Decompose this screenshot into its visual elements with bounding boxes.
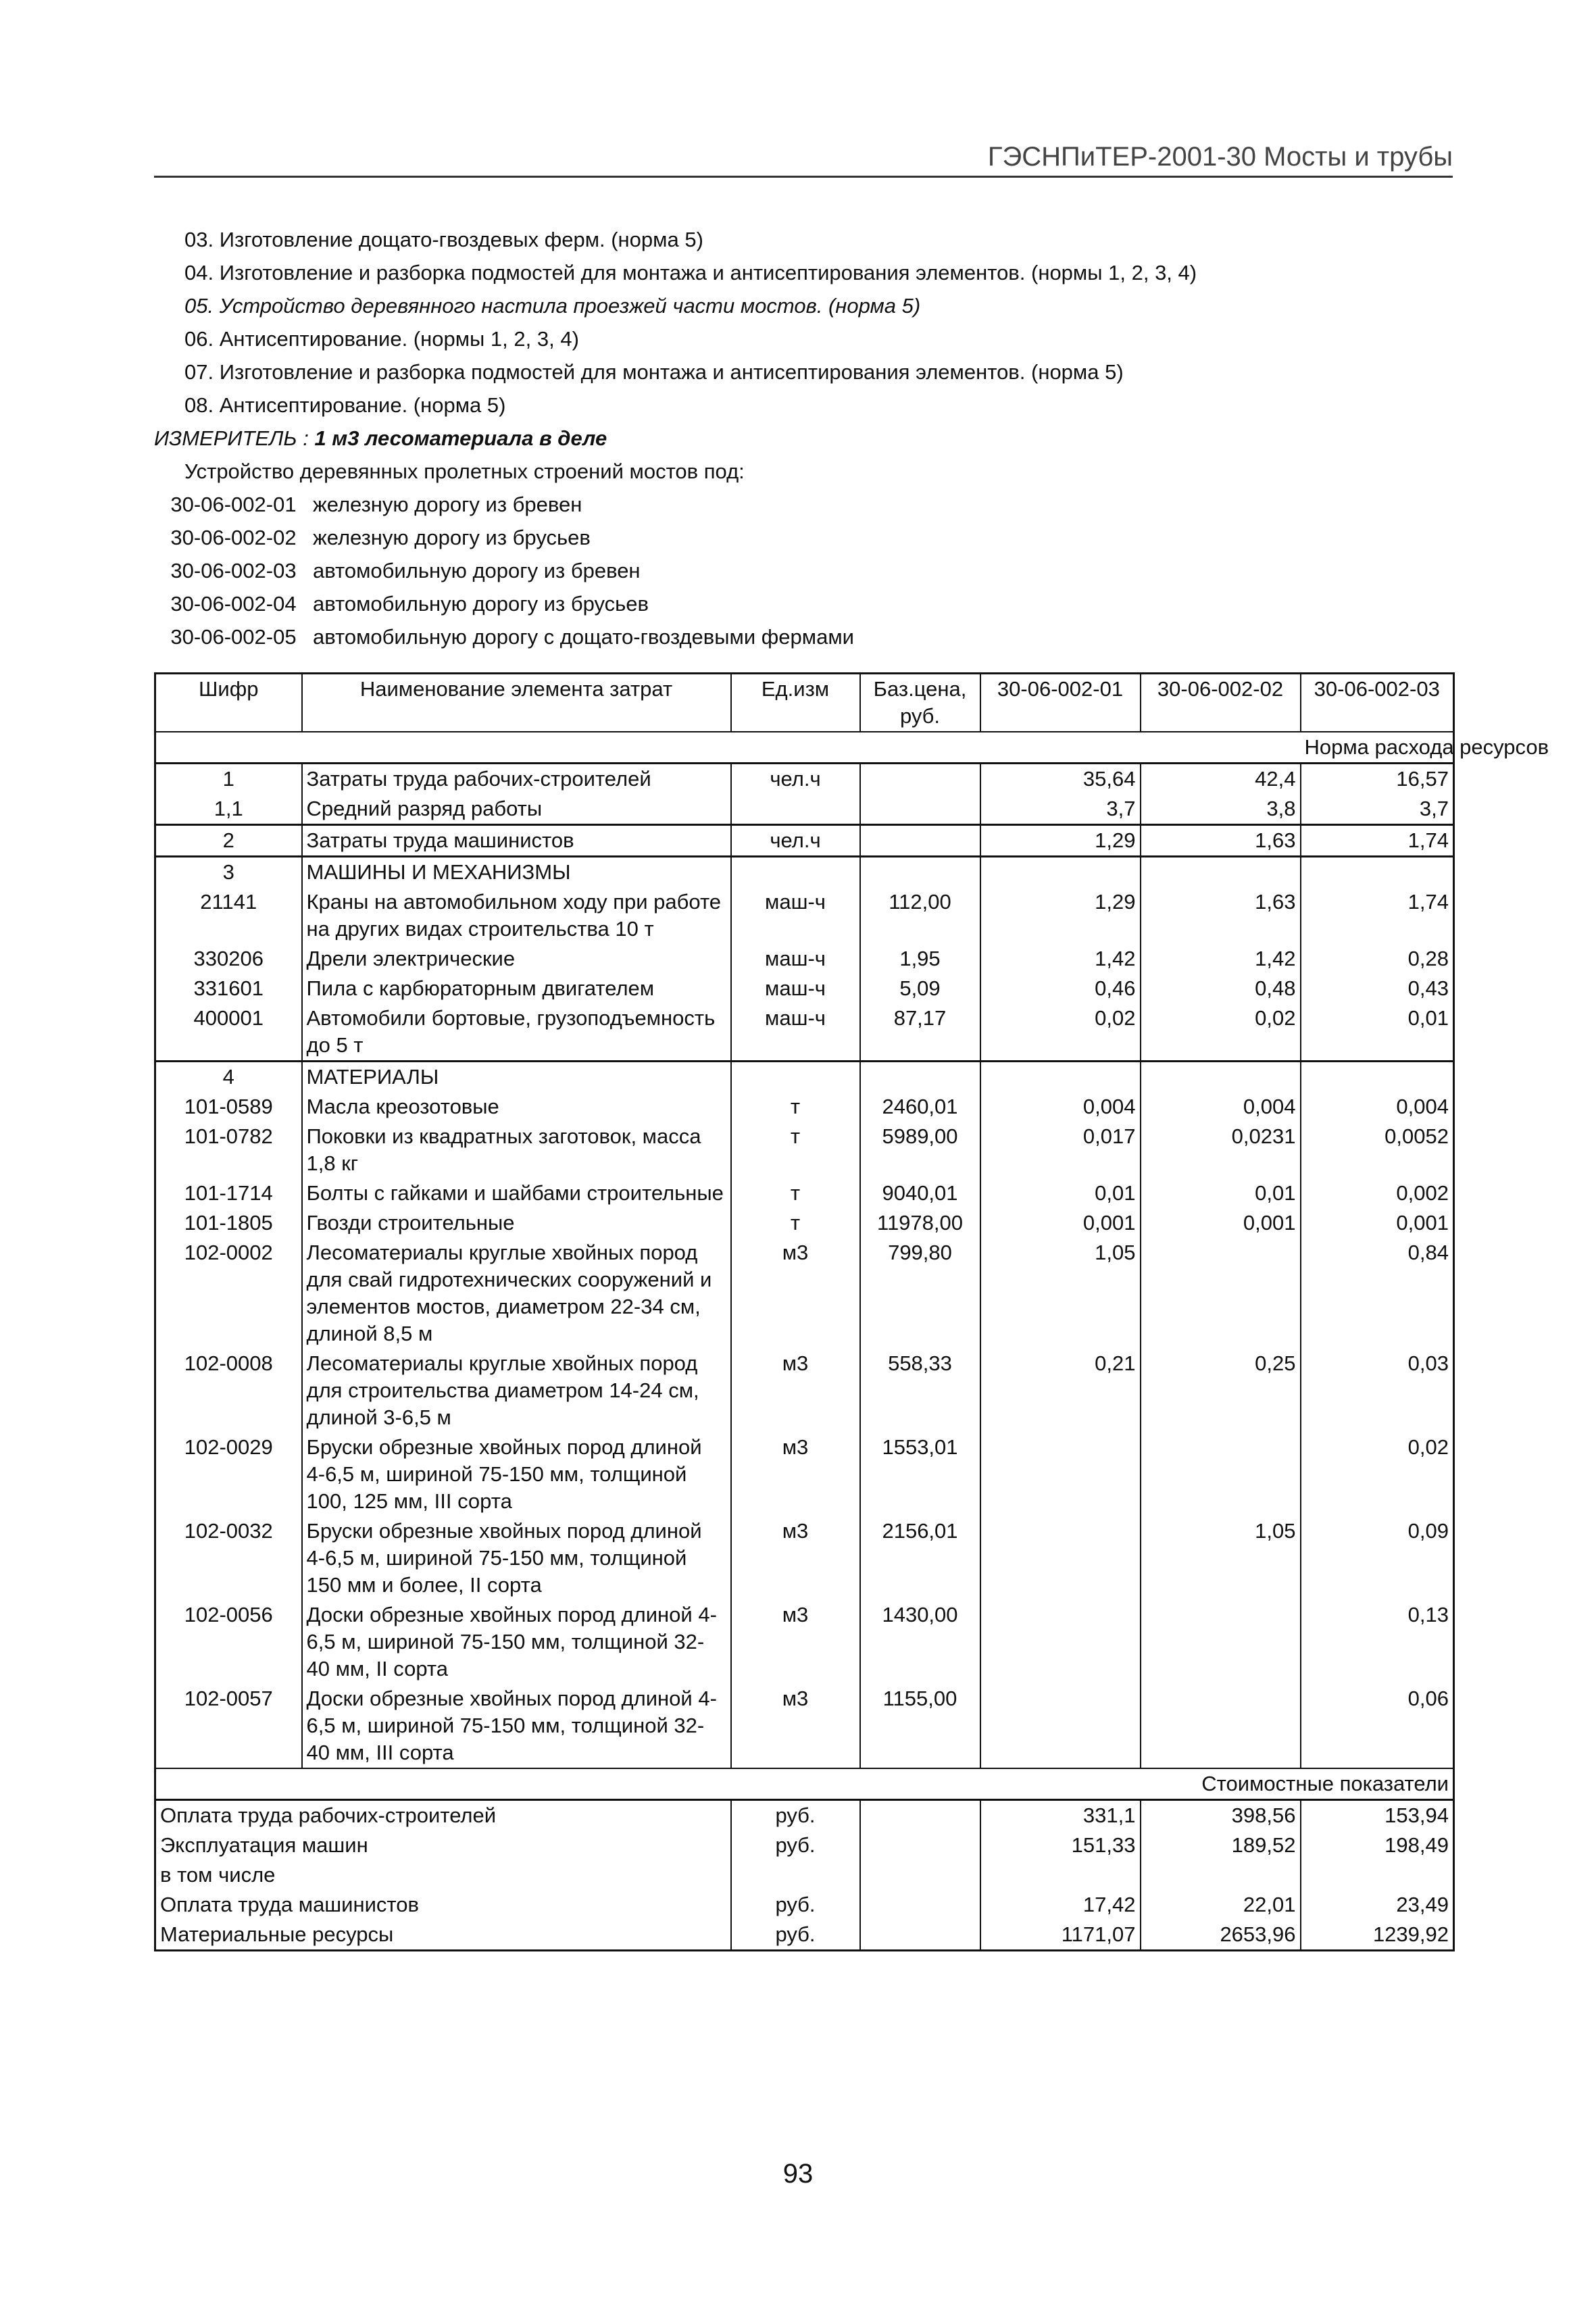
- cell-name: Доски обрезные хвойных пород длиной 4-6,5 м, шириной 75-150 мм, толщиной 32-40 мм, III сорта: [302, 1684, 731, 1768]
- cell-variant-2: 0,25: [1141, 1349, 1301, 1433]
- operation-line: 06. Антисептирование. (нормы 1, 2, 3, 4): [184, 327, 579, 351]
- cell-code: 101-1805: [184, 1211, 273, 1235]
- cell-name: Доски обрезные хвойных пород длиной 4-6,5 м, шириной 75-150 мм, толщиной 32-40 мм, II сорта: [302, 1600, 731, 1684]
- cell-unit: маш-ч: [731, 974, 860, 1003]
- material-row: [155, 1433, 1454, 1516]
- cell-price: 1,95: [860, 944, 980, 974]
- page-number: 93: [782, 2159, 814, 2189]
- cell-variant-3: 1,74: [1301, 825, 1454, 857]
- cost-price: [860, 1860, 980, 1890]
- cell-variant-1: 0,01: [980, 1178, 1141, 1208]
- cost-variant-2: 398,56: [1141, 1800, 1301, 1831]
- operations-list: [154, 223, 1451, 422]
- variant-code: 30-06-002-03: [170, 559, 297, 582]
- cost-label: в том числе: [160, 1863, 276, 1887]
- cost-label: Оплата труда машинистов: [160, 1893, 419, 1916]
- cell-variant-3: [1301, 857, 1454, 888]
- cell-variant-1: [980, 1433, 1141, 1516]
- cell-name: Средний разряд работы: [302, 794, 731, 825]
- section-heading: Устройство деревянных пролетных строений мостов под:: [184, 459, 745, 483]
- cell-code: 102-0002: [184, 1241, 273, 1264]
- cell-name: МАШИНЫ И МЕХАНИЗМЫ: [302, 857, 731, 888]
- cell-variant-1: [980, 1600, 1141, 1684]
- cost-variant-1: 1171,07: [980, 1920, 1141, 1951]
- cost-variant-2: 22,01: [1141, 1890, 1301, 1920]
- cell-code: 1,1: [214, 797, 243, 820]
- cell-name: Гвозди строительные: [302, 1208, 731, 1238]
- cell-variant-1: 0,46: [980, 974, 1141, 1003]
- operation-line: 05. Устройство деревянного настила проезжей части мостов. (норма 5): [184, 294, 921, 318]
- cell-price: 5,09: [860, 974, 980, 1003]
- cell-code: 102-0056: [184, 1603, 273, 1626]
- cell-variant-3: 0,13: [1301, 1600, 1454, 1684]
- cell-price: 9040,01: [860, 1178, 980, 1208]
- cost-row: [155, 1890, 1454, 1920]
- cell-name: Пила с карбюраторным двигателем: [302, 974, 731, 1003]
- cost-label: Материальные ресурсы: [160, 1922, 394, 1946]
- cost-unit: [731, 1860, 860, 1890]
- cell-variant-2: 1,63: [1141, 887, 1301, 944]
- variants-list: [154, 488, 1451, 653]
- cell-variant-2: 0,01: [1141, 1178, 1301, 1208]
- operation-line: 03. Изготовление дощато-гвоздевых ферм. (норма 5): [184, 228, 703, 251]
- variant-line: [154, 587, 1451, 620]
- cost-variant-1: 151,33: [980, 1831, 1141, 1860]
- cell-unit: м3: [731, 1516, 860, 1600]
- cell-variant-3: 16,57: [1301, 764, 1454, 795]
- labor-row: [155, 764, 1454, 795]
- cell-price: 11978,00: [860, 1208, 980, 1238]
- material-row: [155, 1684, 1454, 1768]
- cost-price: [860, 1890, 980, 1920]
- norm-table-container: [154, 672, 1549, 1951]
- cell-variant-2: 1,42: [1141, 944, 1301, 974]
- cell-price: 799,80: [860, 1238, 980, 1349]
- norm-table: [154, 672, 1549, 1951]
- material-row: [155, 1600, 1454, 1684]
- cell-code: 101-0782: [184, 1124, 273, 1148]
- cell-name: Затраты труда рабочих-строителей: [302, 764, 731, 795]
- cost-unit: руб.: [731, 1920, 860, 1951]
- cell-variant-2: 0,004: [1141, 1092, 1301, 1122]
- cell-code: 330206: [193, 947, 264, 970]
- machine-row: [155, 1003, 1454, 1062]
- variant-line: [154, 620, 1451, 653]
- cell-price: 5989,00: [860, 1122, 980, 1178]
- cell-unit: м3: [731, 1684, 860, 1768]
- cost-band-row: [155, 1768, 1454, 1800]
- cost-variant-3: 1239,92: [1301, 1920, 1454, 1951]
- cell-unit: т: [731, 1092, 860, 1122]
- cost-band-label: Стоимостные показатели: [1141, 1768, 1454, 1800]
- cell-code: 400001: [193, 1006, 264, 1030]
- cell-variant-2: 0,48: [1141, 974, 1301, 1003]
- cell-variant-1: [980, 1062, 1141, 1093]
- cell-price: [860, 857, 980, 888]
- measure-value: 1 м3 лесоматериала в деле: [314, 426, 607, 450]
- variant-text: автомобильную дорогу из бревен: [313, 559, 641, 582]
- cell-code: 101-1714: [184, 1181, 273, 1205]
- cell-variant-2: 1,63: [1141, 825, 1301, 857]
- cell-code: 3: [155, 857, 302, 888]
- cell-variant-2: 1,05: [1141, 1516, 1301, 1600]
- material-row: [155, 1208, 1454, 1238]
- variant-text: железную дорогу из бревен: [313, 493, 582, 516]
- labor-row: [155, 794, 1454, 825]
- material-row: [155, 1349, 1454, 1433]
- cell-variant-3: 0,004: [1301, 1092, 1454, 1122]
- cell-price: [860, 794, 980, 825]
- cell-variant-3: 0,0052: [1301, 1122, 1454, 1178]
- cost-row: [155, 1920, 1454, 1951]
- cell-name: Бруски обрезные хвойных пород длиной 4-6,5 м, шириной 75-150 мм, толщиной 100, 125 мм, III сорта: [302, 1433, 731, 1516]
- header-name: Наименование элемента затрат: [302, 674, 731, 732]
- cell-unit: т: [731, 1208, 860, 1238]
- cell-unit: [731, 794, 860, 825]
- machine-row: [155, 887, 1454, 944]
- variant-code: 30-06-002-01: [170, 493, 297, 516]
- cell-name: Масла креозотовые: [302, 1092, 731, 1122]
- cell-variant-1: 1,05: [980, 1238, 1141, 1349]
- cell-variant-1: 1,29: [980, 887, 1141, 944]
- cell-variant-2: [1141, 1684, 1301, 1768]
- cost-variant-3: [1301, 1860, 1454, 1890]
- cell-name: МАТЕРИАЛЫ: [302, 1062, 731, 1093]
- variant-code: 30-06-002-05: [170, 625, 297, 649]
- cost-variant-3: 153,94: [1301, 1800, 1454, 1831]
- cell-variant-2: 0,02: [1141, 1003, 1301, 1062]
- cell-price: 2156,01: [860, 1516, 980, 1600]
- cost-unit: руб.: [731, 1890, 860, 1920]
- norm-band-label-row: [155, 732, 1454, 764]
- norm-band-label-spacer: [155, 732, 1301, 764]
- cell-unit: маш-ч: [731, 887, 860, 944]
- cell-price: [860, 764, 980, 795]
- cell-unit: т: [731, 1122, 860, 1178]
- cell-unit: м3: [731, 1600, 860, 1684]
- cell-unit: м3: [731, 1433, 860, 1516]
- cost-row: [155, 1800, 1454, 1831]
- cell-variant-1: 0,21: [980, 1349, 1141, 1433]
- cost-variant-2: 2653,96: [1141, 1920, 1301, 1951]
- cost-price: [860, 1831, 980, 1860]
- cell-unit: т: [731, 1178, 860, 1208]
- cell-variant-1: 0,017: [980, 1122, 1141, 1178]
- operation-line: 07. Изготовление и разборка подмостей для монтажа и антисептирования элементов. (норма 5): [184, 360, 1124, 384]
- cell-name: Краны на автомобильном ходу при работе на других видах строительства 10 т: [302, 887, 731, 944]
- cost-variant-3: 23,49: [1301, 1890, 1454, 1920]
- material-row: [155, 1178, 1454, 1208]
- cell-price: 1553,01: [860, 1433, 980, 1516]
- header-variant-3: 30-06-002-03: [1301, 674, 1454, 732]
- cell-price: [860, 1062, 980, 1093]
- cell-variant-2: [1141, 857, 1301, 888]
- cell-variant-3: 1,74: [1301, 887, 1454, 944]
- cell-variant-1: 1,29: [980, 825, 1141, 857]
- cell-unit: [731, 1062, 860, 1093]
- cell-variant-3: 3,7: [1301, 794, 1454, 825]
- cell-price: 87,17: [860, 1003, 980, 1062]
- cell-code: 101-0589: [184, 1095, 273, 1118]
- cell-price: [860, 825, 980, 857]
- operation-line: 04. Изготовление и разборка подмостей для монтажа и антисептирования элементов. (нормы 1, 2, 3, 4): [184, 261, 1197, 284]
- variant-line: [154, 488, 1451, 521]
- variant-text: железную дорогу из брусьев: [313, 526, 591, 549]
- operation-line: 08. Антисептирование. (норма 5): [184, 393, 506, 417]
- cell-unit: маш-ч: [731, 944, 860, 974]
- cell-price: 2460,01: [860, 1092, 980, 1122]
- material-row: [155, 1122, 1454, 1178]
- cell-variant-3: 0,28: [1301, 944, 1454, 974]
- cell-code: 2: [155, 825, 302, 857]
- cell-name: Автомобили бортовые, грузоподъемность до 5 т: [302, 1003, 731, 1062]
- measure-label: ИЗМЕРИТЕЛЬ :: [154, 426, 315, 450]
- material-row: [155, 1092, 1454, 1122]
- header-variant-2: 30-06-002-02: [1141, 674, 1301, 732]
- cost-label: Эксплуатация машин: [160, 1833, 368, 1857]
- table-body: [155, 732, 1549, 1951]
- cost-variant-2: [1141, 1860, 1301, 1890]
- cell-variant-1: 0,001: [980, 1208, 1141, 1238]
- cell-code: 102-0008: [184, 1351, 273, 1375]
- cell-code: 102-0032: [184, 1519, 273, 1543]
- variant-line: [154, 521, 1451, 554]
- cell-price: 1155,00: [860, 1684, 980, 1768]
- cell-variant-3: 0,03: [1301, 1349, 1454, 1433]
- cost-row: [155, 1831, 1454, 1860]
- cell-code: 21141: [200, 890, 257, 914]
- cell-variant-2: 42,4: [1141, 764, 1301, 795]
- cost-variant-1: 17,42: [980, 1890, 1141, 1920]
- cell-name: Дрели электрические: [302, 944, 731, 974]
- material-row: [155, 1238, 1454, 1349]
- variant-text: автомобильную дорогу из брусьев: [313, 592, 649, 616]
- cell-code: 4: [155, 1062, 302, 1093]
- cell-code: 1: [155, 764, 302, 795]
- cell-variant-2: [1141, 1600, 1301, 1684]
- table-header-row: [155, 674, 1454, 732]
- header-variant-1: 30-06-002-01: [980, 674, 1141, 732]
- cell-unit: [731, 857, 860, 888]
- cell-code: 331601: [193, 976, 264, 1000]
- cost-variant-1: 331,1: [980, 1800, 1141, 1831]
- machine-row: [155, 974, 1454, 1003]
- cost-label: Оплата труда рабочих-строителей: [155, 1800, 731, 1831]
- machine-row: [155, 944, 1454, 974]
- norm-band-label: Норма расхода ресурсов: [1301, 732, 1454, 764]
- variant-line: [154, 554, 1451, 587]
- cell-variant-1: [980, 1516, 1141, 1600]
- running-head: ГЭСНПиТЕР-2001-30 Мосты и трубы: [987, 142, 1453, 172]
- header-rule: [154, 176, 1453, 178]
- header-unit: Ед.изм: [731, 674, 860, 732]
- cell-variant-1: 0,02: [980, 1003, 1141, 1062]
- cell-unit: м3: [731, 1238, 860, 1349]
- cost-variant-2: 189,52: [1141, 1831, 1301, 1860]
- cell-name: Болты с гайками и шайбами строительные: [302, 1178, 731, 1208]
- material-row: [155, 1516, 1454, 1600]
- cell-unit: маш-ч: [731, 1003, 860, 1062]
- cell-price: 112,00: [860, 887, 980, 944]
- cell-variant-3: 0,43: [1301, 974, 1454, 1003]
- cell-variant-1: [980, 1684, 1141, 1768]
- cell-variant-2: 3,8: [1141, 794, 1301, 825]
- cell-variant-2: [1141, 1433, 1301, 1516]
- cell-variant-3: 0,002: [1301, 1178, 1454, 1208]
- cost-unit: руб.: [731, 1800, 860, 1831]
- cell-variant-3: [1301, 1062, 1454, 1093]
- cell-name: Лесоматериалы круглые хвойных пород для свай гидротехнических сооружений и элементов мостов, диаметром 22-34 см, длиной 8,5 м: [302, 1238, 731, 1349]
- cell-variant-3: 0,06: [1301, 1684, 1454, 1768]
- cell-variant-3: 0,84: [1301, 1238, 1454, 1349]
- variant-code: 30-06-002-04: [170, 592, 297, 616]
- cost-row: [155, 1860, 1454, 1890]
- cell-variant-1: 3,7: [980, 794, 1141, 825]
- cell-unit: чел.ч: [731, 825, 860, 857]
- cell-variant-1: 1,42: [980, 944, 1141, 974]
- cell-variant-1: 35,64: [980, 764, 1141, 795]
- cost-variant-3: 198,49: [1301, 1831, 1454, 1860]
- cell-code: 102-0029: [184, 1435, 273, 1459]
- cell-name: Затраты труда машинистов: [302, 825, 731, 857]
- header-price: Баз.цена, руб.: [860, 674, 980, 732]
- cell-variant-2: [1141, 1062, 1301, 1093]
- cell-variant-2: 0,001: [1141, 1208, 1301, 1238]
- intro-block: [154, 223, 1451, 653]
- machines-section-row: [155, 857, 1454, 888]
- labor-row: [155, 825, 1454, 857]
- cost-unit: руб.: [731, 1831, 860, 1860]
- cell-variant-2: [1141, 1238, 1301, 1349]
- variant-text: автомобильную дорогу с дощато-гвоздевыми фермами: [313, 625, 854, 649]
- cost-price: [860, 1920, 980, 1951]
- materials-section-row: [155, 1062, 1454, 1093]
- measure-line: [154, 422, 1451, 455]
- cell-unit: м3: [731, 1349, 860, 1433]
- cell-price: 558,33: [860, 1349, 980, 1433]
- cost-band-spacer: [155, 1768, 1141, 1800]
- cell-variant-2: 0,0231: [1141, 1122, 1301, 1178]
- cell-variant-3: 0,01: [1301, 1003, 1454, 1062]
- cell-unit: чел.ч: [731, 764, 860, 795]
- cell-variant-3: 0,001: [1301, 1208, 1454, 1238]
- cell-name: Лесоматериалы круглые хвойных пород для строительства диаметром 14-24 см, длиной 3-6,5 м: [302, 1349, 731, 1433]
- cell-name: Бруски обрезные хвойных пород длиной 4-6,5 м, шириной 75-150 мм, толщиной 150 мм и более, II сорта: [302, 1516, 731, 1600]
- cell-variant-3: 0,09: [1301, 1516, 1454, 1600]
- header-code: Шифр: [155, 674, 302, 732]
- cell-variant-3: 0,02: [1301, 1433, 1454, 1516]
- variant-code: 30-06-002-02: [170, 526, 297, 549]
- cell-name: Поковки из квадратных заготовок, масса 1,8 кг: [302, 1122, 731, 1178]
- cell-variant-1: 0,004: [980, 1092, 1141, 1122]
- cost-variant-1: [980, 1860, 1141, 1890]
- cell-code: 102-0057: [184, 1687, 273, 1710]
- cell-price: 1430,00: [860, 1600, 980, 1684]
- cell-variant-1: [980, 857, 1141, 888]
- cost-price: [860, 1800, 980, 1831]
